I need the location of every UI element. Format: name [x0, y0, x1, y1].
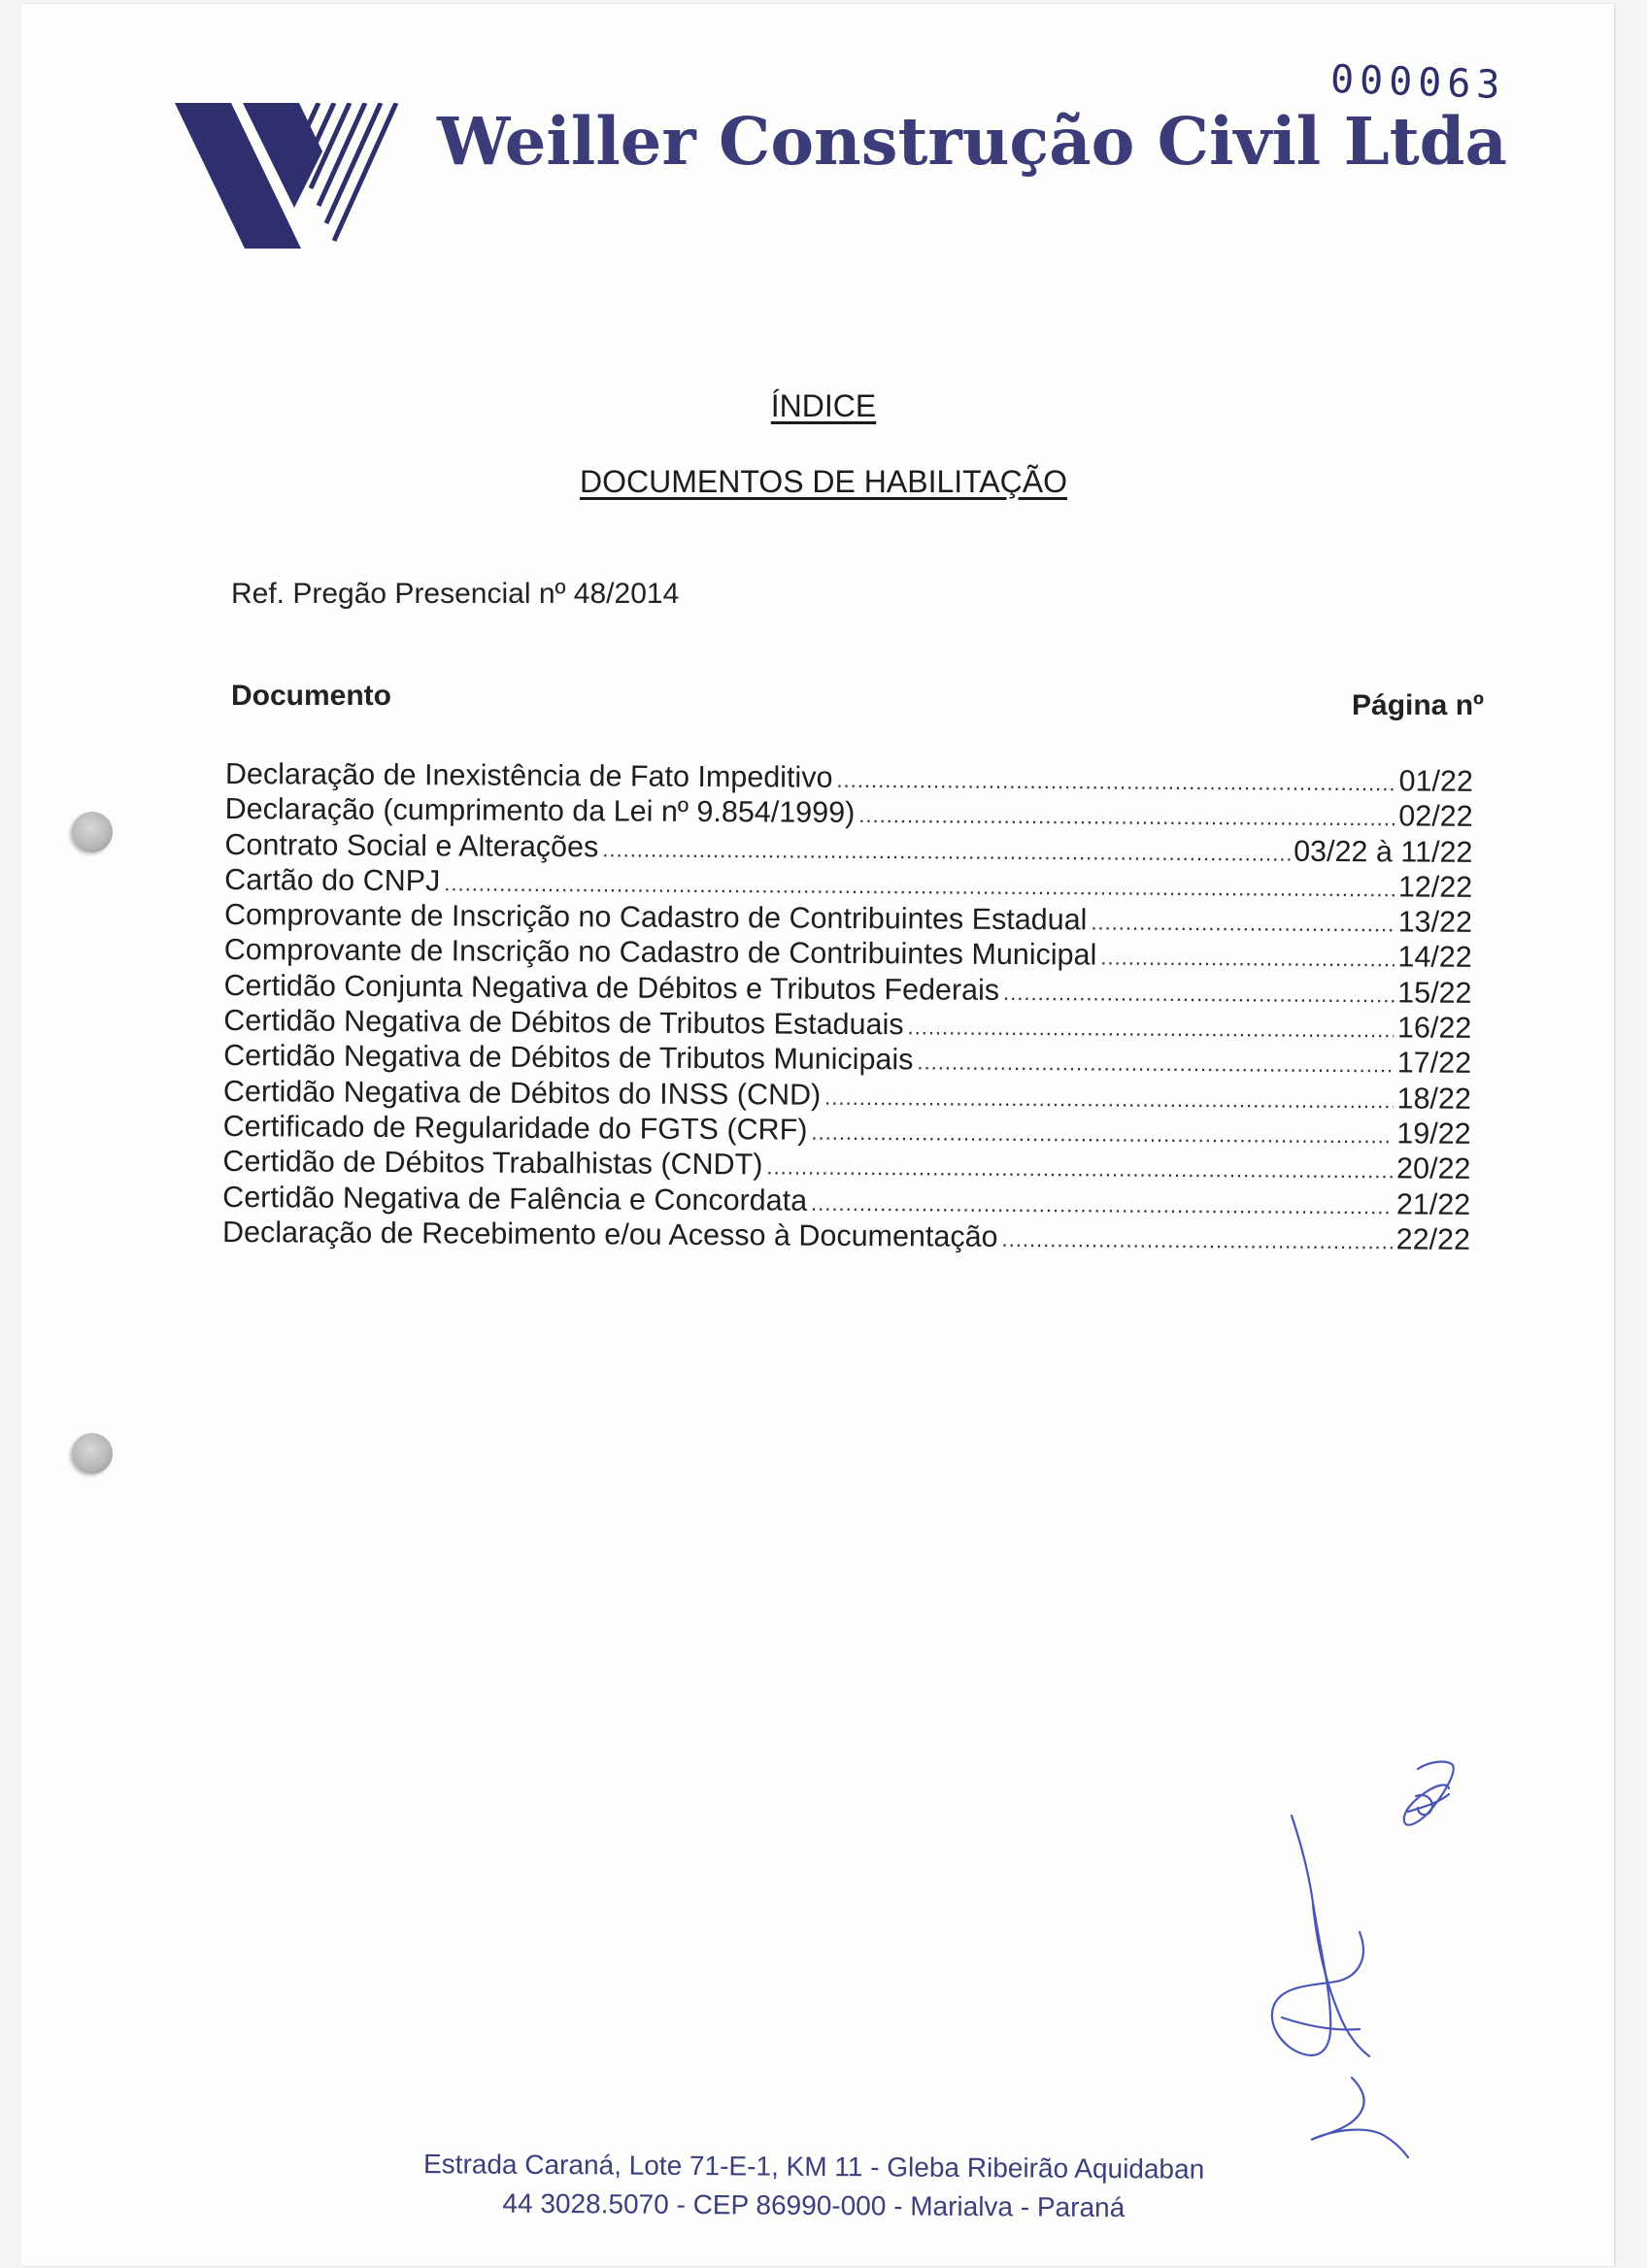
toc-entry-label: Declaração (cumprimento da Lei nº 9.854/1999) — [224, 792, 856, 830]
bid-reference: Ref. Pregão Presencial nº 48/2014 — [231, 578, 680, 610]
toc-entry-label: Certidão Negativa de Falência e Concordata — [222, 1180, 808, 1217]
company-name: Weiller Construção Civil Ltda — [437, 103, 1507, 180]
dot-leader — [858, 803, 1395, 831]
toc-entry-page: 13/22 — [1397, 905, 1473, 940]
dot-leader — [1001, 1227, 1392, 1254]
dot-leader — [824, 1084, 1393, 1114]
toc-entry-label: Certidão Negativa de Débitos de Tributos Municipais — [223, 1039, 914, 1077]
column-header-page: Página nº — [1352, 689, 1484, 721]
dot-leader — [1091, 911, 1394, 938]
toc-entry-label: Certidão Negativa de Débitos de Tributos Estaduais — [223, 1004, 904, 1042]
dot-leader — [766, 1155, 1393, 1184]
toc-entry-label: Certificado de Regularidade do FGTS (CRF) — [222, 1109, 808, 1147]
footer-address: Estrada Caraná, Lote 71-E-1, KM 11 - Gleba Ribeirão Aquidaban — [422, 2149, 1205, 2185]
toc-entry-label: Comprovante de Inscrição no Cadastro de Contribuintes Municipal — [223, 933, 1097, 972]
company-logo-icon — [175, 103, 429, 249]
page-subtitle: DOCUMENTOS DE HABILITAÇÃO — [580, 464, 1067, 499]
toc-entry-page: 20/22 — [1396, 1151, 1471, 1186]
dot-leader — [907, 1015, 1394, 1043]
table-of-contents — [222, 757, 1473, 1258]
toc-entry-page: 12/22 — [1397, 870, 1473, 904]
punch-hole — [72, 1433, 113, 1474]
column-header-document: Documento — [231, 680, 391, 712]
sheet-number: 000063 — [1329, 56, 1507, 109]
punch-hole — [72, 812, 113, 852]
toc-entry-page: 02/22 — [1398, 799, 1473, 834]
page-title: ÍNDICE — [770, 388, 877, 423]
toc-entry-label: Declaração de Inexistência de Fato Impeditivo — [224, 757, 833, 794]
dot-leader — [811, 1190, 1393, 1219]
dot-leader — [602, 837, 1290, 866]
toc-entry-page: 19/22 — [1396, 1117, 1471, 1151]
toc-entry-page: 21/22 — [1395, 1186, 1471, 1221]
toc-entry-label: Contrato Social e Alterações — [224, 827, 599, 863]
toc-entry-label: Certidão de Débitos Trabalhistas (CNDT) — [222, 1145, 763, 1182]
footer-contact: 44 3028.5070 - CEP 86990-000 - Marialva - Paraná — [502, 2187, 1126, 2223]
toc-entry-page: 14/22 — [1397, 940, 1472, 975]
toc-entry-page: 03/22 à 11/22 — [1294, 834, 1473, 869]
dot-leader — [811, 1120, 1393, 1150]
toc-entry-label: Certidão Conjunta Negativa de Débitos e Tributos Federais — [223, 968, 1000, 1007]
toc-entry-label: Comprovante de Inscrição no Cadastro de Contribuintes Estadual — [223, 898, 1088, 937]
toc-entry-page: 16/22 — [1396, 1011, 1472, 1045]
toc-entry-page: 15/22 — [1397, 976, 1472, 1010]
toc-entry-label: Cartão do CNPJ — [224, 862, 441, 898]
toc-entry-label: Certidão Negativa de Débitos do INSS (CND) — [222, 1074, 822, 1112]
toc-entry-page: 17/22 — [1396, 1046, 1472, 1081]
handwritten-signature-icon — [1262, 1757, 1515, 2185]
toc-entry-page: 01/22 — [1398, 764, 1473, 798]
footer — [0, 2146, 1647, 2227]
dot-leader — [917, 1051, 1393, 1079]
toc-entry-label: Declaração de Recebimento e/ou Acesso à Documentação — [221, 1215, 998, 1253]
dot-leader — [836, 768, 1395, 797]
dot-leader — [1003, 981, 1394, 1008]
dot-leader — [1100, 946, 1394, 973]
toc-entry-page: 18/22 — [1396, 1082, 1471, 1116]
dot-leader — [444, 871, 1395, 902]
toc-entry-page: 22/22 — [1395, 1222, 1471, 1256]
